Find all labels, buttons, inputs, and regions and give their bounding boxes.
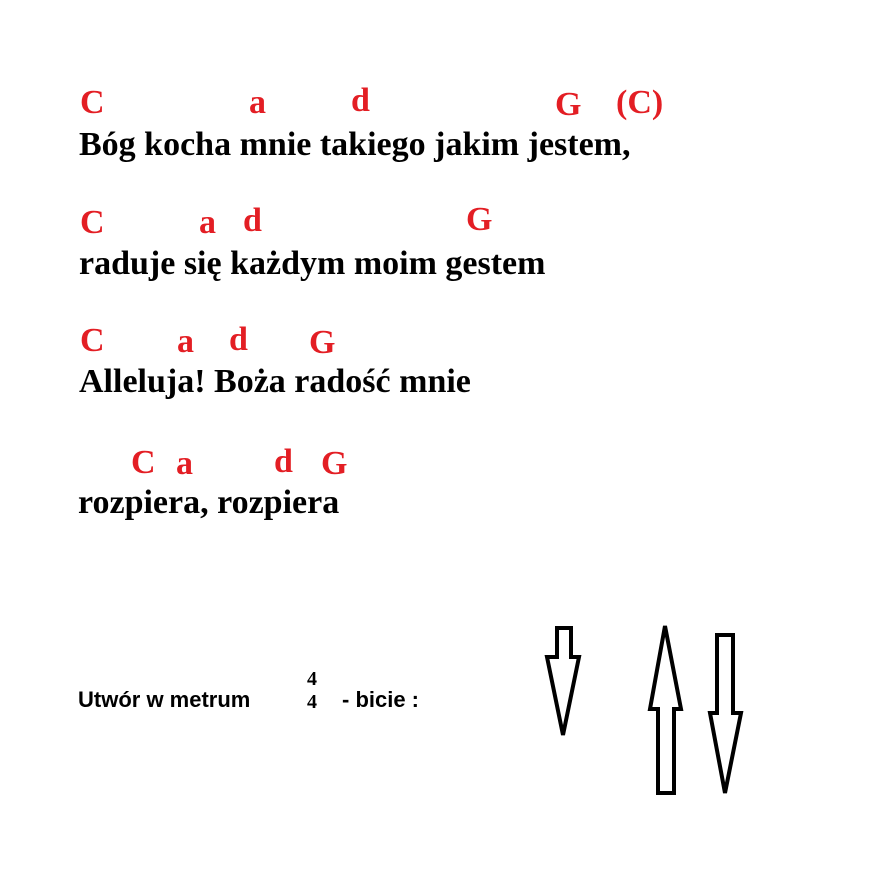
lyric-line-4: rozpiera, rozpiera — [78, 484, 340, 521]
chord-G: G — [555, 86, 582, 123]
chord-a: a — [176, 445, 193, 482]
time-signature-numerator: 4 — [307, 668, 317, 690]
lyric-line-2: raduje się każdym moim gestem — [79, 245, 546, 282]
chord-G: G — [309, 324, 336, 361]
chord-d: d — [229, 321, 248, 358]
lyric-line-1: Bóg kocha mnie takiego jakim jestem, — [79, 126, 631, 163]
chord-C: C — [80, 204, 105, 241]
chord-a: a — [177, 323, 194, 360]
lyric-line-3: Alleluja! Boża radość mnie — [79, 363, 471, 400]
chord-G: G — [466, 201, 493, 238]
arrow-down-icon — [710, 635, 741, 793]
strumming-label: - bicie : — [342, 687, 420, 712]
arrow-up-icon — [650, 626, 681, 793]
chord-C: C — [80, 84, 105, 121]
chord-C: C — [131, 444, 156, 481]
chord-a: a — [199, 204, 216, 241]
chord-C-optional: (C) — [616, 84, 664, 121]
meter-label: Utwór w metrum — [78, 687, 251, 712]
chord-d: d — [351, 82, 370, 119]
time-signature-denominator: 4 — [307, 691, 317, 713]
chord-d: d — [243, 202, 262, 239]
chord-G: G — [321, 445, 348, 482]
chord-d: d — [274, 443, 293, 480]
chord-a: a — [249, 84, 266, 121]
chord-C: C — [80, 322, 105, 359]
arrow-down-icon — [547, 628, 579, 735]
